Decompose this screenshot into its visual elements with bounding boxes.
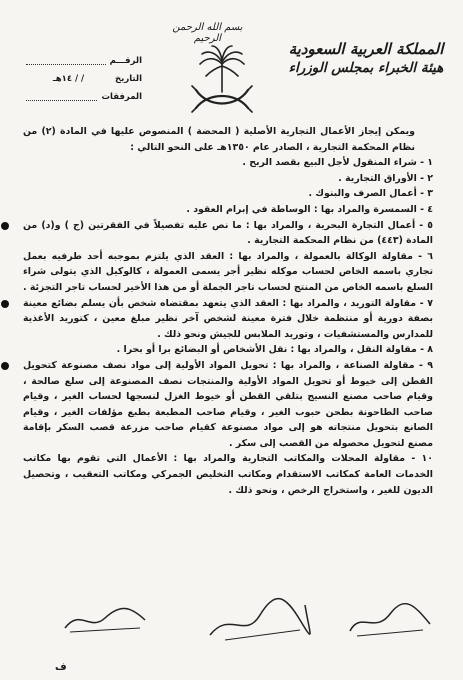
letterhead-org	[281, 40, 451, 76]
list-item: ٩ - مقاولة الصناعة ، والمراد بها : تحويل المواد الأولية إلى مواد نصف مصنوعة كتحويل القطن إلى خيوط أو تحويل المواد الأولية والمنتجات نصف المصنوعة إلى سلع صالحة ، وقيام صاحب مصنع النسيج بتلقي القطن أو خيوط الغزل لنسجها لحساب الغير ، وقيام صاحب الطاحونة بطحن حبوب الغير ، وقيام صاحب المطبعة بطبع مؤلفات الغير ، وقيام الصانع بتحويل منتجاته هو إلى مواد مصنوعة كقيام صاحب مزرعة قصب السكر بإقامة مصنع لتحويل محصوله من القصب إلى سكر .	[23, 359, 433, 449]
list-item-wrapper	[23, 218, 433, 249]
page-mark: ف	[55, 662, 67, 673]
list-item: ١٠ - مقاولة المحلات والمكاتب التجارية والمراد بها : الأعمال التي تقوم بها مكاتب الخدمات العامة كمكاتب الاستقدام ومكاتب التخليص الجمركي ومكاتب التعقيب ، وتحصيل الديون للغير ، واستخراج الرخص ، ونحو ذلك .	[23, 453, 433, 496]
attachments-field	[22, 88, 142, 106]
date-label: التاريخ	[115, 74, 142, 84]
intro-paragraph: ويمكن إيجاز الأعمال التجارية الأصلية ( المحضة ) المنصوص عليها في المادة (٢) من نظام المحكمة التجارية ، الصادر عام ١٣٥٠هـ على النحو التالي :	[23, 126, 415, 153]
list-item: ١ - شراء المنقول لأجل البيع بقصد الربح .	[242, 157, 433, 169]
list-item: ٢ - الأوراق التجارية .	[338, 172, 433, 184]
list-item-wrapper	[23, 358, 433, 452]
palm-swords-emblem-icon	[190, 42, 254, 114]
org-department: هيئة الخبراء بمجلس الوزراء	[288, 60, 444, 76]
list-item: ٧ - مقاولة التوريد ، والمراد بها : العقد الذي يتعهد بمقتضاه شخص بأن يسلم بضائع معينة بصفة دورية أو منتظمة خلال فترة معينة لشخص آخر نظير مبلغ معين ، كتوريد الأغذية للمدارس والمستشفيات ، وتوريد الملابس للجيش ونحو ذلك .	[23, 297, 433, 340]
number-field	[22, 52, 142, 70]
reference-fields	[22, 52, 142, 106]
signature-right-icon	[345, 596, 435, 641]
bullet-mark-icon	[1, 300, 9, 308]
signature-center-icon	[205, 590, 315, 645]
list-item: ٣ - أعمال الصرف والبنوك .	[308, 188, 433, 200]
date-value: / / ١٤هـ	[52, 74, 85, 84]
date-field	[22, 70, 142, 88]
list-item: ٨ - مقاولة النقل ، والمراد بها : نقل الأشخاص أو البضائع برا أو بحرا .	[116, 344, 433, 356]
bullet-mark-icon	[1, 362, 9, 370]
signature-left-icon	[60, 598, 150, 638]
number-label: الرقـــم	[109, 56, 142, 66]
list-item-wrapper	[23, 296, 433, 343]
attachments-label: المرفقات	[101, 92, 142, 102]
org-name: المملكة العربية السعودية	[288, 40, 444, 58]
list-item: ٥ - أعمال التجارة البحرية ، والمراد بها : ما نص عليه تفصيلاً في الفقرتين (ج ) و(د) من المادة (٤٤٣) من نظام المحكمة التجارية .	[23, 219, 433, 247]
bullet-mark-icon	[1, 222, 9, 230]
document-body	[23, 124, 433, 498]
basmala: بسم الله الرحمن الرحيم	[172, 22, 243, 44]
list-item: ٤ - السمسرة والمراد بها : الوساطة في إبرام العقود .	[186, 203, 433, 215]
list-item: ٦ - مقاولة الوكالة بالعمولة ، والمراد بها : العقد الذي يلتزم بموجبه أحد طرفيه بعمل تجاري باسمه الخاص لحساب موكله نظير أجر يسمى العمولة ، كالوكيل الذي يتولى شراء السلع باسمه الخاص من المنتج لحساب تاجر الجملة أو من هذا الأخير لحساب تاجر التجزئة .	[23, 250, 433, 293]
